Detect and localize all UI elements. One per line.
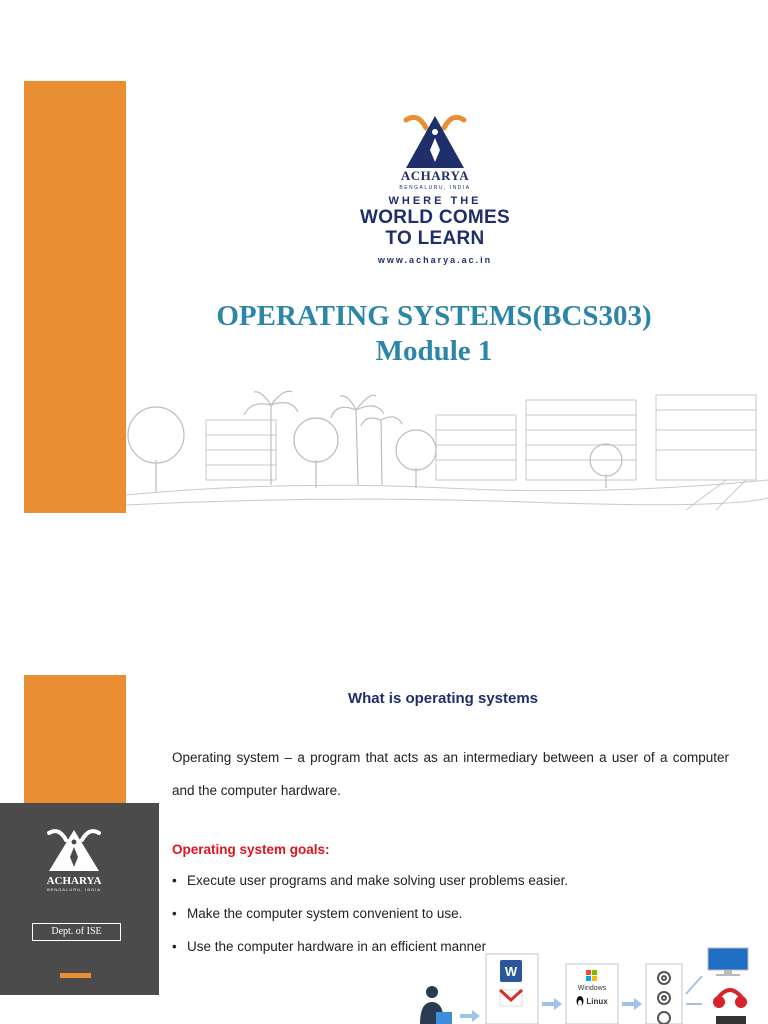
goal-text: Make the computer system convenient to use. [187, 906, 463, 921]
sidebar-logo-city: BENGALURU, INDIA [47, 887, 101, 892]
monitor-icon [708, 948, 748, 976]
orange-accent-bar [24, 81, 126, 513]
sidebar-logo [44, 825, 104, 892]
os-label: Windows [577, 985, 607, 992]
user-computer-icon [420, 986, 452, 1024]
goal-text: Use the computer hardware in an efficient manner [187, 939, 487, 954]
sidebar-panel [0, 803, 159, 995]
logo-tagline-3: TO LEARN [385, 228, 485, 249]
content-slide [0, 540, 768, 1024]
logo-name: ACHARYA [400, 168, 470, 183]
svg-text:W: W [504, 964, 518, 979]
arrow-icon [460, 1010, 480, 1022]
arrow-icon [542, 998, 562, 1010]
acharya-logo-icon [44, 825, 104, 873]
os-label: Linux [586, 997, 608, 1006]
arrow-icon [686, 976, 702, 994]
slide-subtitle: Module 1 [375, 335, 493, 367]
acharya-logo-icon [400, 110, 470, 170]
definition-text: Operating system – a program that acts as an intermediary between a user of a computer and the computer hardware. [172, 750, 729, 798]
sidebar-logo-name: ACHARYA [46, 875, 102, 887]
gmail-icon [500, 990, 522, 1006]
goal-item: • Execute user programs and make solving user problems easier. [172, 873, 569, 888]
goal-item: • Use the computer hardware in an efficient manner [172, 939, 487, 954]
acharya-logo [340, 110, 530, 270]
logo-tagline-1: WHERE THE [388, 195, 482, 207]
os-diagram [410, 942, 768, 1024]
logo-city: BENGALURU, INDIA [399, 185, 471, 191]
goal-item: • Make the computer system convenient to use. [172, 906, 463, 921]
goals-title: Operating system goals: [172, 842, 330, 857]
dept-label: Dept. of ISE [32, 923, 121, 941]
orange-accent-bar [24, 675, 126, 805]
word-icon [500, 960, 522, 982]
slide-heading: What is operating systems [347, 690, 539, 707]
logo-tagline-2: WORLD COMES [359, 207, 510, 228]
linux-icon [577, 996, 584, 1006]
slide-title: OPERATING SYSTEMS(BCS303) [216, 300, 652, 332]
headphones-icon [713, 990, 747, 1008]
sidebar-orange-dash [60, 973, 91, 978]
goal-text: Execute user programs and make solving user problems easier. [187, 873, 569, 888]
arrow-icon [622, 998, 642, 1010]
logo-url: www.acharya.ac.in [377, 255, 493, 265]
campus-sketch [126, 380, 768, 515]
